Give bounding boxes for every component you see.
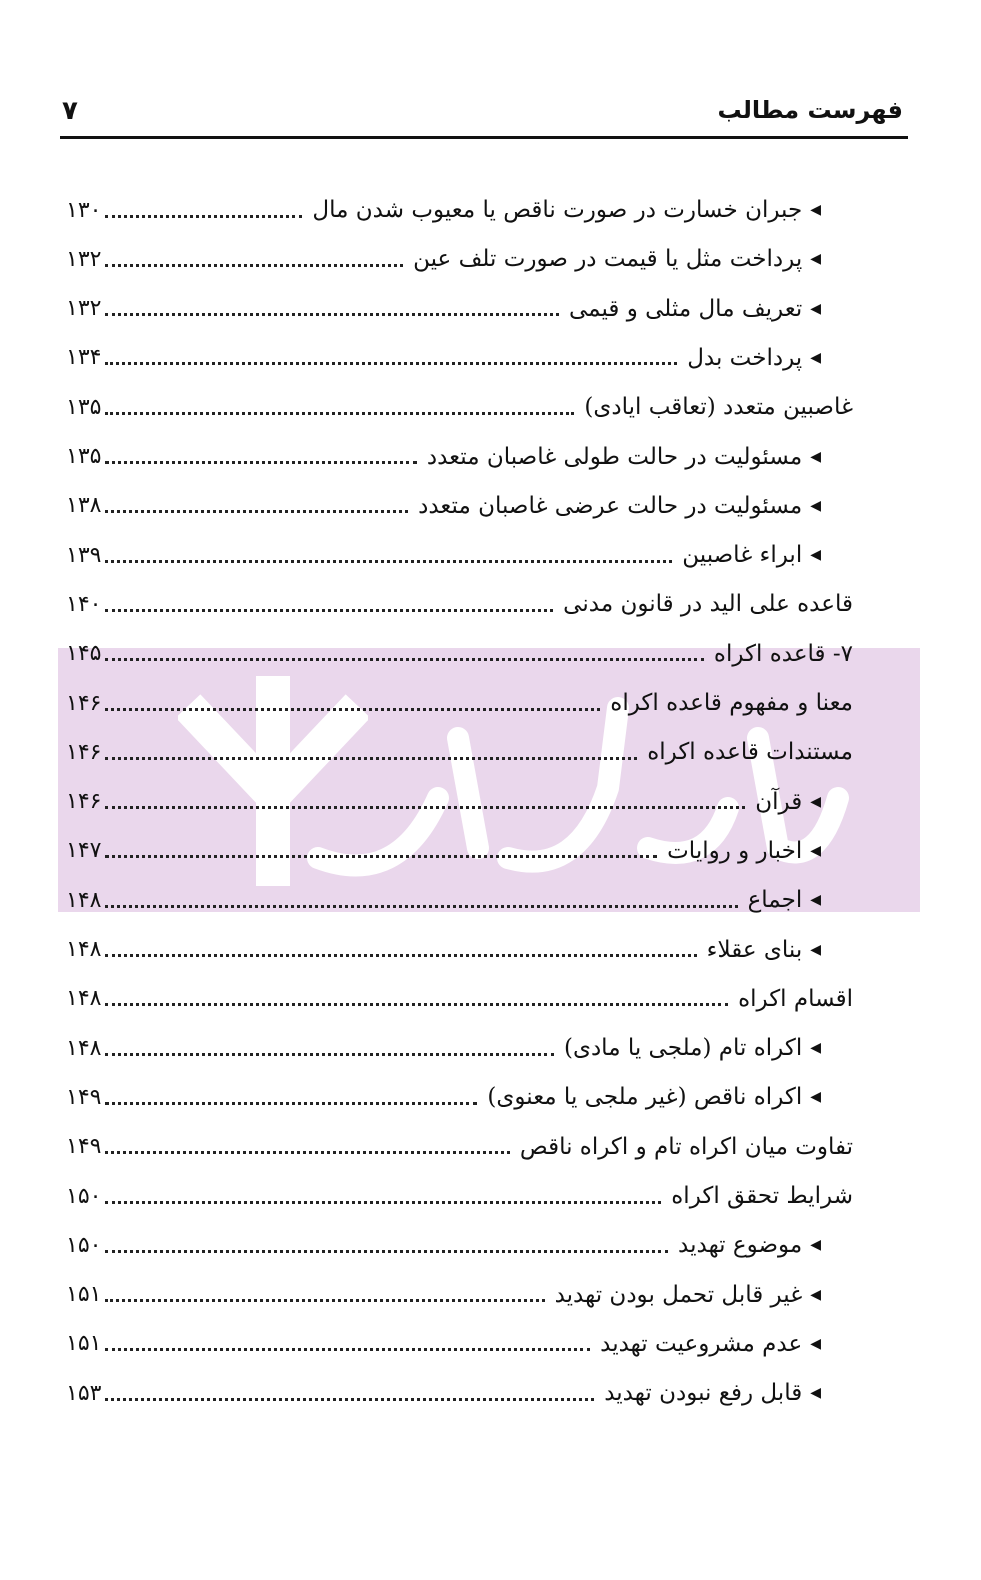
bullet-icon: ◀ bbox=[810, 497, 821, 514]
toc-entry-page: ۱۳۲ bbox=[66, 296, 102, 322]
toc-entry bbox=[66, 535, 821, 575]
dot-leader bbox=[105, 855, 657, 858]
toc-entry-page: ۱۴۵ bbox=[66, 641, 102, 667]
bullet-icon: ◀ bbox=[810, 941, 821, 958]
dot-leader bbox=[105, 757, 637, 760]
toc-entry bbox=[66, 930, 821, 970]
bullet-icon: ◀ bbox=[810, 202, 821, 218]
toc-entry-page: ۱۳۴ bbox=[66, 345, 102, 371]
toc-entry-label: اخبار و روایات bbox=[667, 837, 803, 864]
bullet-icon: ◀ bbox=[810, 1040, 821, 1057]
bullet-icon: ◀ bbox=[810, 1089, 821, 1106]
bullet-icon: ◀ bbox=[810, 892, 821, 909]
toc-entry-page: ۱۴۹ bbox=[66, 1134, 102, 1160]
toc-entry-page: ۱۵۱ bbox=[66, 1282, 102, 1308]
toc-entry bbox=[66, 338, 821, 378]
dot-leader bbox=[105, 954, 696, 957]
toc-entry bbox=[66, 880, 821, 920]
bullet-icon: ◀ bbox=[810, 793, 821, 810]
toc-entry-label: غاصبین متعدد (تعاقب ایادی) bbox=[584, 394, 853, 421]
dot-leader bbox=[105, 806, 745, 809]
bullet-icon: ◀ bbox=[810, 1286, 821, 1303]
toc-entry bbox=[66, 1324, 821, 1364]
dot-leader bbox=[105, 313, 559, 316]
toc-entry bbox=[66, 437, 821, 477]
bullet-icon: ◀ bbox=[810, 251, 821, 268]
bullet-icon: ◀ bbox=[810, 448, 821, 465]
toc-entry-label: اکراه ناقص (غیر ملجی یا معنوی) bbox=[487, 1084, 803, 1111]
dot-leader bbox=[105, 1102, 477, 1105]
toc-entry-page: ۱۵۰ bbox=[66, 1232, 102, 1258]
bullet-icon: ◀ bbox=[810, 547, 821, 564]
toc-entry-label: تعریف مال مثلی و قیمی bbox=[568, 295, 803, 322]
bullet-icon: ◀ bbox=[810, 300, 821, 317]
dot-leader bbox=[105, 1348, 590, 1351]
toc-entry bbox=[66, 239, 821, 279]
toc-entry-label: ابراء غاصبین bbox=[682, 542, 803, 569]
toc-entry bbox=[66, 1373, 821, 1413]
bullet-icon: ◀ bbox=[810, 842, 821, 859]
toc-entry bbox=[66, 979, 853, 1019]
bullet-icon: ◀ bbox=[810, 1385, 821, 1402]
toc-entry-label: قاعده علی الید در قانون مدنی bbox=[563, 591, 853, 618]
dot-leader bbox=[105, 1398, 594, 1401]
dot-leader bbox=[105, 1201, 661, 1204]
toc-entry-page: ۱۳۹ bbox=[66, 542, 102, 568]
toc-entry-page: ۱۴۶ bbox=[66, 690, 102, 716]
dot-leader bbox=[105, 609, 553, 612]
toc-entry-label: مسئولیت در حالت طولی غاصبان متعدد bbox=[426, 443, 803, 470]
dot-leader bbox=[105, 264, 403, 267]
toc-entry bbox=[66, 683, 853, 723]
toc-entry-page: ۱۴۸ bbox=[66, 1035, 102, 1061]
toc-entry-label: بنای عقلاء bbox=[706, 936, 803, 963]
toc-entry-label: پرداخت مثل یا قیمت در صورت تلف عین bbox=[413, 246, 803, 273]
dot-leader bbox=[105, 658, 703, 661]
toc-entry-page: ۱۳۸ bbox=[66, 493, 102, 519]
toc-entry bbox=[66, 190, 821, 230]
toc-entry-page: ۱۴۸ bbox=[66, 986, 102, 1012]
toc-entry bbox=[66, 1028, 821, 1068]
bullet-icon: ◀ bbox=[810, 349, 821, 366]
toc-entry-page: ۱۵۳ bbox=[66, 1380, 102, 1406]
toc-entry-page: ۱۳۲ bbox=[66, 246, 102, 272]
dot-leader bbox=[105, 1053, 554, 1056]
toc-entry-page: ۱۵۰ bbox=[66, 1183, 102, 1209]
toc-entry-label: اقسام اکراه bbox=[738, 985, 853, 1012]
toc-entry bbox=[66, 387, 853, 427]
toc-entry-label: پرداخت بدل bbox=[687, 344, 803, 371]
toc-entry bbox=[66, 732, 853, 772]
dot-leader bbox=[105, 215, 302, 218]
dot-leader bbox=[105, 560, 672, 563]
page-title: فهرست مطالب bbox=[717, 96, 903, 124]
bullet-icon: ◀ bbox=[810, 1335, 821, 1352]
toc-entry-label: اکراه تام (ملجی یا مادی) bbox=[563, 1035, 803, 1062]
dot-leader bbox=[105, 708, 600, 711]
toc-entry-page: ۱۴۷ bbox=[66, 838, 102, 864]
toc-entry-page: ۱۳۵ bbox=[66, 444, 102, 469]
toc-entry bbox=[66, 584, 853, 624]
toc-entry-label: جبران خسارت در صورت ناقص یا معیوب شدن مال bbox=[312, 197, 803, 223]
toc-entry bbox=[66, 1275, 821, 1315]
dot-leader bbox=[105, 1003, 728, 1006]
toc-entry-label: غیر قابل تحمل بودن تهدید bbox=[554, 1281, 803, 1308]
toc-entry-label: قرآن bbox=[755, 788, 803, 815]
toc-entry bbox=[66, 1176, 853, 1216]
toc-entry-label: مستندات قاعده اکراه bbox=[647, 739, 853, 766]
dot-leader bbox=[105, 362, 677, 365]
toc-entry-page: ۱۴۸ bbox=[66, 887, 102, 913]
dot-leader bbox=[105, 412, 574, 415]
toc-entry bbox=[66, 1127, 853, 1167]
toc-entry-label: اجماع bbox=[747, 887, 803, 914]
dot-leader bbox=[105, 1151, 509, 1154]
toc-entry bbox=[66, 782, 821, 822]
toc-entry bbox=[66, 1077, 821, 1117]
toc-entry-label: موضوع تهدید bbox=[678, 1232, 803, 1259]
toc-entry bbox=[66, 486, 821, 526]
toc-entry-page: ۱۴۹ bbox=[66, 1084, 102, 1110]
dot-leader bbox=[105, 905, 737, 908]
page-number: ۷ bbox=[62, 96, 78, 126]
toc-entry-label: مسئولیت در حالت عرضی غاصبان متعدد bbox=[418, 492, 803, 519]
dot-leader bbox=[105, 1299, 544, 1302]
toc-entry-label: قابل رفع نبودن تهدید bbox=[604, 1380, 803, 1407]
toc-entry-page: ۱۴۶ bbox=[66, 739, 102, 765]
toc-entry-page: ۱۳۰ bbox=[66, 197, 102, 223]
toc-entry-page: ۱۵۱ bbox=[66, 1331, 102, 1357]
toc-entry-label: شرایط تحقق اکراه bbox=[671, 1183, 853, 1209]
dot-leader bbox=[105, 1250, 668, 1253]
toc-entry bbox=[66, 634, 853, 674]
toc-entry-label: ۷- قاعده اکراه bbox=[713, 640, 853, 667]
toc-entry-page: ۱۴۶ bbox=[66, 789, 102, 815]
toc-entry-page: ۱۴۰ bbox=[66, 591, 102, 617]
dot-leader bbox=[105, 461, 416, 464]
dot-leader bbox=[105, 510, 408, 513]
toc-entry-label: عدم مشروعیت تهدید bbox=[600, 1330, 803, 1357]
bullet-icon: ◀ bbox=[810, 1237, 821, 1254]
toc-entry-page: ۱۴۸ bbox=[66, 937, 102, 962]
toc-entry-page: ۱۳۵ bbox=[66, 394, 102, 420]
toc-entry bbox=[66, 831, 821, 871]
toc-entry-label: معنا و مفهوم قاعده اکراه bbox=[610, 690, 853, 716]
toc-entry bbox=[66, 1225, 821, 1265]
toc-entry bbox=[66, 289, 821, 329]
toc-entry-label: تفاوت میان اکراه تام و اکراه ناقص bbox=[519, 1133, 853, 1160]
